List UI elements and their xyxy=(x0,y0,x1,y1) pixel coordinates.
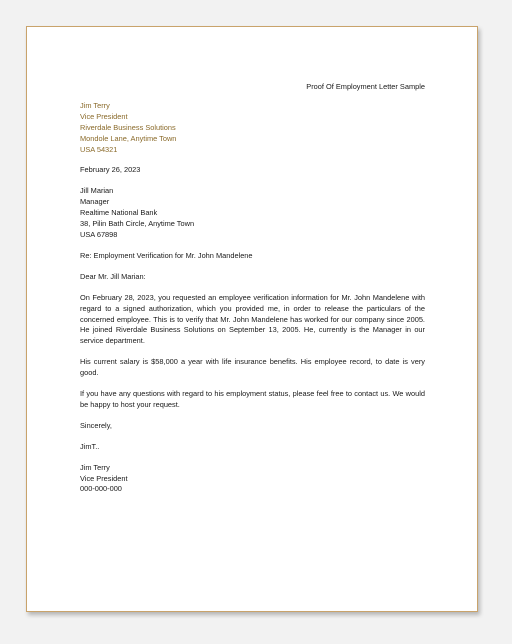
body-paragraph-1: On February 28, 2023, you requested an employee verification information for Mr. John Mandelene with regard to a signed authorization, which you provided me, in order to release the particulars of the concerned employee. This is to verify that Mr. John Mandelene has worked for our company since 2005. He joined Riverdale Business Solutions on September 13, 2005. He, currently is the Manager in our service department. xyxy=(80,292,425,346)
subject-line: Re: Employment Verification for Mr. John Mandelene xyxy=(80,250,253,260)
letter-body xyxy=(80,82,425,495)
body-paragraph-2: His current salary is $58,000 a year with life insurance benefits. His employee record, to date is very good. xyxy=(80,357,425,378)
recipient-position: Manager xyxy=(80,197,110,207)
salutation: Dear Mr. Jill Marian: xyxy=(80,271,146,281)
letter-date: February 26, 2023 xyxy=(80,165,141,175)
recipient-company: Realtime National Bank xyxy=(80,208,158,218)
document-title: Proof Of Employment Letter Sample xyxy=(306,82,425,91)
sender-country-zip: USA 54321 xyxy=(80,144,118,154)
sender-name: Jim Terry xyxy=(80,100,110,110)
sender-street: Mondole Lane, Anytime Town xyxy=(80,133,177,143)
recipient-country-zip: USA 67898 xyxy=(80,229,118,239)
sender-company: Riverdale Business Solutions xyxy=(80,122,176,132)
body-paragraph-3: If you have any questions with regard to his employment status, please feel free to contact us. We would be happy to host your request. xyxy=(80,389,425,409)
signature: JimT.. xyxy=(80,441,100,451)
signoff-block xyxy=(80,463,425,496)
recipient-street: 38, Pilin Bath Circle, Anytime Town xyxy=(80,219,195,229)
signoff-name: Jim Terry xyxy=(80,462,110,472)
recipient-address-block xyxy=(80,186,425,241)
sender-position: Vice President xyxy=(80,111,128,121)
closing: Sincerely, xyxy=(80,420,112,430)
signoff-position: Vice President xyxy=(80,473,128,483)
recipient-name: Jill Marian xyxy=(80,186,114,196)
sender-address-block xyxy=(80,101,425,156)
signoff-phone: 000-000-000 xyxy=(80,484,122,494)
letter-page xyxy=(26,26,478,612)
